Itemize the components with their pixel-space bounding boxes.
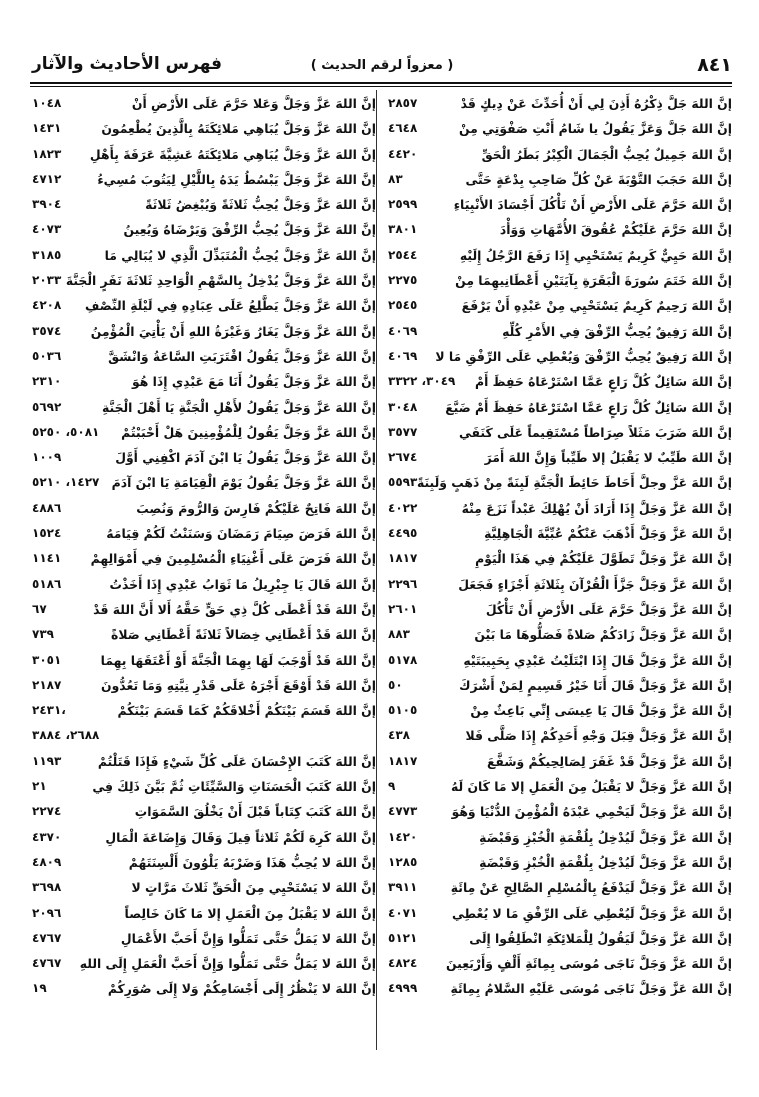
hadith-number: ١٨١٧ <box>388 551 418 566</box>
index-entry <box>32 420 376 445</box>
index-entry <box>32 673 376 698</box>
entry-text: إنَّ اللهَ لا يَمَلُّ حَتَّى تَمَلُّوا وَإِنَّ أَحَبَّ الأَعْمَالِ <box>120 930 376 946</box>
index-entry <box>32 344 376 369</box>
entry-text: إنَّ اللهَ قَدْ أَوْقَعَ أَجْرَهُ عَلَى قَدْرِ نِيَّتِهِ وَمَا تَعُدُّونَ <box>101 677 376 693</box>
hadith-number: ٥٥٩٣ <box>388 475 418 490</box>
entry-text: إنَّ اللهَ لا يَقْبَلُ مِنَ الْعَمَلِ إلا مَا كَانَ خَالِصاً <box>124 905 376 921</box>
entry-text: إنَّ اللهَ قَدْ أَوْجَبَ لَهَا بِهِمَا الْجَنَّةَ أَوْ أَعْتَقَهَا بِهِمَا <box>100 652 376 668</box>
index-entry <box>388 723 732 748</box>
index-entry <box>388 268 732 293</box>
hadith-number: ٢٢٧٤ <box>32 804 62 819</box>
hadith-number: ٥١٢١ <box>388 930 418 945</box>
entry-text: إنَّ اللهَ عَزَّ وَجَلَّ يُبَاهِي مَلائِكَتَهُ بِالَّذِينَ يُطْعِمُونَ <box>101 121 376 137</box>
hadith-number: ٢٦٧٤ <box>388 450 418 465</box>
hadith-number: ٩ <box>388 779 396 794</box>
index-entry <box>32 445 376 470</box>
entry-text: إنَّ اللهَ عَزَّ وَجَلَّ نَاجَى مُوسَى بِمِائَةِ أَلْفٍ وَأَرْبَعِينَ <box>446 956 732 972</box>
index-entry <box>32 926 376 951</box>
hadith-number: ٥٦٩٢ <box>32 399 62 414</box>
entry-text: إنَّ اللهَ عَزَّ وَجَلَّ يُحِبُّ ثَلاثَةً وَيُبْغِضُ ثَلاثَةً <box>145 197 376 213</box>
index-entry <box>388 496 732 521</box>
hadith-number: ١٤٢٠ <box>388 829 418 844</box>
hadith-number: ١١٤١ <box>32 551 62 566</box>
hadith-number: ٣١٨٥ <box>32 247 62 262</box>
index-entry <box>388 673 732 698</box>
hadith-number: ٤٧٦٧ <box>32 930 62 945</box>
index-entry <box>388 572 732 597</box>
entry-text: إنَّ اللهَ قَدْ أَعْطَى كُلَّ ذِي حَقٍّ حَقَّهُ أَلا أَنَّ اللهَ قَدْ <box>93 601 376 617</box>
hadith-number: ٢٢٩٦ <box>388 576 418 591</box>
column-divider <box>376 90 377 1050</box>
entry-text: إنَّ اللهَ لا يَمَلُّ حَتَّى تَمَلُّوا وَإِنَّ أَحَبَّ الْعَمَلِ إِلَى اللهِ <box>79 956 376 972</box>
entry-text: إنَّ اللهَ عَزَّ وَجَلَّ إِذَا أَرَادَ أَنْ يُهْلِكَ عَبْداً نَزَعَ مِنْهُ <box>461 500 732 516</box>
hadith-number: ٢٦٨٨، ٣٨٨٤ <box>32 728 100 743</box>
index-entry <box>32 268 376 293</box>
index-entry <box>32 850 376 875</box>
entry-text: إنَّ اللهَ لا يُحِبُّ هَذَا وَضَرْبَهُ يَلْوُونَ أَلْسِنَتَهُمْ <box>128 854 376 870</box>
entry-text: إنَّ اللهَ عَزَّ وَجَلَّ قَالَ أَنَا خَيْرُ قَسِيمٍ لِمَنْ أَشْرَكَ <box>459 677 732 693</box>
index-entry <box>388 91 732 116</box>
entry-text: إنَّ اللهَ عَزَّ وَجَلَّ لَيُعْطِي عَلَى الرِّفْقِ مَا لا يُعْطِي <box>451 905 732 921</box>
hadith-number: ٤٦٤٨ <box>388 121 418 136</box>
index-entry <box>32 698 376 723</box>
index-entry <box>388 369 732 394</box>
index-entry <box>32 470 376 495</box>
index-entry <box>32 116 376 141</box>
entry-text: إنَّ اللهَ عَزَّ وَجَلَّ يَبْسُطُ يَدَهُ بِاللَّيْلِ لِيَتُوبَ مُسِيءُ <box>97 171 376 187</box>
hadith-number: ٤٣٨ <box>388 728 410 743</box>
page-header <box>32 52 732 82</box>
hadith-number: ٧٣٩ <box>32 627 54 642</box>
index-entry <box>32 774 376 799</box>
entry-text: إنَّ اللهَ قَسَمَ بَيْنَكُمْ أَخْلاقَكُمْ كَمَا قَسَمَ بَيْنَكُمْ <box>117 703 376 719</box>
entry-text: إنَّ اللهَ رَحِيمٌ كَرِيمٌ يَسْتَحْيِي مِنْ عَبْدِهِ أَنْ يَرْفَعَ <box>461 298 732 314</box>
entry-text: إنَّ اللهَ جَمِيلٌ يُحِبُّ الْجَمَالَ الْكِبْرُ بَطَرُ الْحَقِّ <box>481 146 732 162</box>
index-entry <box>388 799 732 824</box>
hadith-number: ٣٨٠١ <box>388 222 418 237</box>
hadith-number: ١٨٢٣ <box>32 146 62 161</box>
index-entry <box>388 192 732 217</box>
index-entry <box>388 648 732 673</box>
index-entry <box>32 91 376 116</box>
index-entry <box>388 293 732 318</box>
hadith-number: ٥١٨٦ <box>32 576 62 591</box>
hadith-number: ٤٧٦٧ <box>32 956 62 971</box>
entry-text: إنَّ اللهَ طَيِّبٌ لا يَقْبَلُ إلا طَيِّباً وَإِنَّ اللهَ أَمَرَ <box>484 450 732 466</box>
hadith-number: ١٤٢٧، ٥٢١٠ <box>32 475 100 490</box>
index-entry <box>388 420 732 445</box>
hadith-number: ٥١٠٥ <box>388 703 418 718</box>
hadith-number: ٢١ <box>32 779 47 794</box>
entry-text: إنَّ اللهَ حَيِيٌّ كَرِيمٌ يَسْتَحْيِي إِذَا رَفَعَ الرَّجُلُ إِلَيْهِ <box>459 247 732 263</box>
index-entry <box>388 167 732 192</box>
index-entry <box>32 875 376 900</box>
index-entry <box>32 217 376 242</box>
hadith-number: ٦٧ <box>32 601 47 616</box>
entry-text: إنَّ اللهَ رَفِيقٌ يُحِبُّ الرِّفْقَ فِي الأَمْرِ كُلِّهِ <box>502 323 732 339</box>
hadith-number: ١٠٠٩ <box>32 450 62 465</box>
entry-text: إنَّ اللهَ عَزَّ وَجَلَّ يَقُولُ اقْتَرَبَتِ السَّاعَةُ وَانْشَقَّ <box>108 348 376 364</box>
entry-text: إنَّ اللهَ عَزَّ وَجَلَّ قِبَلَ وَجْهِ أَحَدِكُمْ إِذَا صَلَّى فَلا <box>465 728 732 744</box>
index-entry <box>388 698 732 723</box>
entry-text: إنَّ اللهَ عَزَّ وَجَلَّ يَقُولُ يَا ابْنَ آدَمَ اكْفِنِي أَوَّلَ <box>115 450 376 466</box>
index-entry <box>32 369 376 394</box>
entry-text: إنَّ اللهَ عَزَّ وَجَلَّ لَيُدْخِلُ بِلُقْمَةِ الْخُبْزِ وَقَبْضَةِ <box>479 854 732 870</box>
hadith-number: ٨٣ <box>388 171 403 186</box>
index-entry <box>388 875 732 900</box>
entry-text: إنَّ اللهَ كَتَبَ الإِحْسَانَ عَلَى كُلِّ شَيْءٍ فَإِذَا قَتَلْتُمْ <box>97 753 376 769</box>
index-entry <box>32 597 376 622</box>
entry-text: إنَّ اللهَ ضَرَبَ مَثَلاً صِرَاطاً مُسْتَقِيماً عَلَى كَنَفَي <box>458 424 732 440</box>
hadith-number: ٢٥٩٩ <box>388 197 418 212</box>
index-entry <box>32 825 376 850</box>
hadith-number: ٥٠٨١، ٥٢٥٠ <box>32 424 100 439</box>
entry-text: إنَّ اللهَ عَزَّ وَجَلَّ حَرَّمَ عَلَى الأَرْضِ أَنْ تَأْكُلَ <box>485 601 732 617</box>
hadith-number: ٤٠٦٩ <box>388 348 418 363</box>
index-entry <box>388 217 732 242</box>
index-entry <box>388 142 732 167</box>
hadith-number: ٢٥٤٥ <box>388 298 418 313</box>
index-entry <box>32 521 376 546</box>
hadith-number: ٣٩١١ <box>388 880 418 895</box>
entry-text: إنَّ اللهَ عَزَّ وَجَلَّ يُحِبُّ الْمُتَبَذِّلَ الَّذِي لا يُبَالِي مَا <box>104 247 376 263</box>
entry-text: إنَّ اللهَ عَزَّ وَجَلَّ زَادَكُمْ صَلاةً فَصَلُّوهَا مَا بَيْنَ <box>474 627 732 643</box>
entry-text: إنَّ اللهَ عَزَّ وَجَلَّ لَيُدْخِلُ بِلُقْمَةِ الْخُبْزِ وَقَبْضَةِ <box>479 829 732 845</box>
index-entry <box>32 142 376 167</box>
index-entry <box>388 395 732 420</box>
hadith-number: ٤٧١٢ <box>32 171 62 186</box>
page-number: ٨٤١ <box>697 54 732 76</box>
hadith-number: ٢٠٩٦ <box>32 905 62 920</box>
entry-text: إنَّ اللهَ عَزَّ وَجَلَّ تَطَوَّلَ عَلَيْكُمْ فِي هَذَا الْيَوْمِ <box>475 551 732 567</box>
header-rule <box>30 82 732 84</box>
index-entry <box>388 445 732 470</box>
entry-text: إنَّ اللهَ عَزَّ وَجَلَّ يُدْخِلُ بِالسَّهْمِ الْوَاحِدِ ثَلاثَةَ نَفَرٍ الْجَنَّةَ <box>65 273 376 289</box>
entry-text: إنَّ اللهَ عَزَّ وَجَلَّ يَقُولُ لأَهْلِ الْجَنَّةِ يَا أَهْلَ الْجَنَّةِ <box>102 399 376 415</box>
entry-text: إنَّ اللهَ جَلَّ وَعَزَّ يَقُولُ يا شَامُ أَنْتِ صَفْوَتِي مِنْ <box>459 121 732 137</box>
entry-text: إنَّ اللهَ كَرِهَ لَكُمْ ثَلاثاً قِيلَ وَقَالَ وَإِضَاعَةَ الْمَالِ <box>105 829 376 845</box>
entry-text: إنَّ اللهَ عَزَّ وَجَلَّ يَقُولُ أَنَا مَعَ عَبْدِي إِذَا هُوَ <box>131 374 376 390</box>
hadith-number: ٤٩٩٩ <box>388 981 418 996</box>
entry-text: إنَّ اللهَ فَرَضَ عَلَى أَغْنِيَاءِ الْمُسْلِمِينَ فِي أَمْوَالِهِمْ <box>90 551 376 567</box>
index-entry <box>32 723 376 748</box>
entry-text: إنَّ اللهَ عَزَّ وَجَلَّ نَاجَى مُوسَى عَلَيْهِ السَّلامُ بِمِائَةِ <box>450 981 732 997</box>
entry-text: إنَّ اللهَ عَزَّ وجلَّ أَحَاطَ حَائِطَ الْجَنَّةِ لَبِنَةً مِنْ ذَهَبٍ وَلَبِنَةً <box>416 475 732 491</box>
entry-text: إنَّ اللهَ عَزَّ وَجَلَّ جَزَّأَ الْقُرْآنَ بِثَلاثَةِ أَجْزَاءٍ فَجَعَلَ <box>458 576 732 592</box>
hadith-number: ٣٠٥١ <box>32 652 62 667</box>
index-entry <box>388 774 732 799</box>
index-entry <box>388 901 732 926</box>
index-entry <box>32 622 376 647</box>
entry-text: إنَّ اللهَ كَتَبَ كِتَاباً قَبْلَ أَنْ يَخْلُقَ السَّمَوَاتِ <box>134 804 376 820</box>
entry-text: إنَّ اللهَ عَزَّ وَجَلَّ يَطَّلِعُ عَلَى عِبَادِهِ فِي لَيْلَةِ النِّصْفِ <box>85 298 376 314</box>
right-column <box>388 91 732 1002</box>
index-entry <box>32 293 376 318</box>
entry-text: إنَّ اللهَ قَالَ يَا جِبْرِيلُ مَا ثَوَابُ عَبْدِي إِذَا أَخَذْتُ <box>109 576 376 592</box>
entry-text: إنَّ اللهَ عَزَّ وَجَلَّ قَدْ غَفَرَ لِصَالِحِيكُمْ وَشَفَّعَ <box>486 753 732 769</box>
index-entry <box>388 749 732 774</box>
entry-text: إنَّ اللهَ كَتَبَ الْحَسَنَاتِ وَالسَّيِّئَاتِ ثُمَّ بَيَّنَ ذَلِكَ فِي <box>92 779 376 795</box>
index-entry <box>32 976 376 1001</box>
entry-text: إنَّ اللهَ عَزَّ وَجَلَّ لا يَقْبَلُ مِنَ الْعَمَلِ إلا مَا كَانَ لَهُ <box>450 779 732 795</box>
hadith-number: ١٠٤٨ <box>32 96 62 110</box>
index-entry <box>32 496 376 521</box>
index-entry <box>388 597 732 622</box>
entry-text: إنَّ اللهَ خَتَمَ سُورَةَ الْبَقَرَةِ بِآيَتَيْنِ أَعْطَانِيهِمَا مِنْ <box>455 273 732 289</box>
hadith-number: ٢٨٥٧ <box>388 96 418 110</box>
entry-text: إنَّ اللهَ سَائِلٌ كُلَّ رَاعٍ عَمَّا اسْتَرْعَاهُ حَفِظَ أَمْ <box>475 374 732 390</box>
index-entry <box>32 319 376 344</box>
hadith-number: ٤٠٧٣ <box>32 222 62 237</box>
index-entry <box>32 951 376 976</box>
index-entry <box>388 951 732 976</box>
entry-text: إنَّ اللهَ حَجَبَ التَّوْبَةَ عَنْ كُلِّ صَاحِبِ بِدْعَةٍ حَتَّى <box>465 171 732 187</box>
header-rule-thin <box>30 86 732 87</box>
index-entry <box>388 521 732 546</box>
index-entry <box>32 572 376 597</box>
entry-text: إنَّ اللهَ عَزَّ وَجَلَّ لَيَقُولُ لِلْمَلائِكَةِ انْطَلِقُوا إِلَى <box>469 930 732 946</box>
hadith-number: ٤٧٧٣ <box>388 804 418 819</box>
center-note: ( معزواً لرقم الحديث ) <box>310 58 454 73</box>
hadith-number: ٣٦٩٨ <box>32 880 62 895</box>
index-entry <box>388 926 732 951</box>
hadith-number: ١٩ <box>32 981 47 996</box>
entry-text: إنَّ اللهَ سَائِلٌ كُلَّ رَاعٍ عَمَّا اسْتَرْعَاهُ حَفِظَ أَمْ ضَيَّعَ <box>445 399 732 415</box>
entry-text: إنَّ اللهَ لا يَنْظُرُ إِلَى أَجْسَامِكُمْ وَلا إِلَى صُوَرِكُمْ <box>107 981 376 997</box>
index-entry <box>388 622 732 647</box>
hadith-number: ٤٨٨٦ <box>32 500 62 515</box>
index-entry <box>32 901 376 926</box>
hadith-number: ٣٥٧٤ <box>32 323 62 338</box>
hadith-number: ٨٨٣ <box>388 627 410 642</box>
index-entry <box>388 850 732 875</box>
hadith-number: ١٥٢٤ <box>32 526 62 541</box>
hadith-number: ٤٤٩٥ <box>388 526 418 541</box>
index-entry <box>388 470 732 495</box>
index-entry <box>388 319 732 344</box>
entry-text: إنَّ اللهَ عَزَّ وَجَلَّ أَذْهَبَ عَنْكُمْ عُبِّيَّةَ الْجَاهِلِيَّةِ <box>484 526 732 542</box>
index-entry <box>388 116 732 141</box>
hadith-number: ٢٦٠١ <box>388 601 418 616</box>
entry-text: إنَّ اللهَ جَلَّ ذِكْرُهُ أَذِنَ لِي أَنْ أُحَدِّثَ عَنْ دِيكٍ قَدْ <box>460 96 732 111</box>
index-entry <box>388 243 732 268</box>
page-title: فهرس الأحاديث والآثار <box>32 54 223 74</box>
hadith-number: ٤٠٦٩ <box>388 323 418 338</box>
hadith-number: ٤٣٧٠ <box>32 829 62 844</box>
index-entry <box>32 243 376 268</box>
entry-text: إنَّ اللهَ لا يَسْتَحْيِي مِنَ الْحَقِّ ثَلاثَ مَرَّاتٍ لا <box>131 880 376 896</box>
hadith-number: ٥١٧٨ <box>388 652 418 667</box>
entry-text: إنَّ اللهَ فَرَضَ صِيَامَ رَمَضَانَ وَسَنَنْتُ لَكُمْ قِيَامَهُ <box>106 526 376 542</box>
hadith-number: ٣٩٠٤ <box>32 197 62 212</box>
index-entry <box>388 546 732 571</box>
hadith-number: ٢٤٣١، <box>32 703 66 718</box>
index-entry <box>32 395 376 420</box>
hadith-number: ٤٨٢٤ <box>388 956 418 971</box>
entry-text: إنَّ اللهَ عَزَّ وَجَلَّ يُحِبُّ الرِّفْقَ وَيَرْضَاهُ وَيُعِينُ <box>123 222 376 238</box>
left-column <box>32 91 376 1002</box>
hadith-number: ١٨١٧ <box>388 753 418 768</box>
entry-text: إنَّ اللهَ قَدْ أَعْطَانِي خِصَالاً ثَلاثَةً أَعْطَانِي صَلاةً <box>111 627 376 643</box>
hadith-number: ٢٥٤٤ <box>388 247 418 262</box>
hadith-number: ٤٤٢٠ <box>388 146 418 161</box>
hadith-number: ٣٠٤٩، ٣٣٢٢ <box>388 374 456 389</box>
index-entry <box>388 825 732 850</box>
entry-text: إنَّ اللهَ عَزَّ وَجَلَّ وَعَلا حَرَّمَ عَلَى الأَرْضِ أَنْ <box>131 96 376 111</box>
index-entry <box>32 799 376 824</box>
hadith-number: ١٢٨٥ <box>388 854 418 869</box>
entry-text: إنَّ اللهَ عَزَّ وَجَلَّ يَقُولُ لِلْمُؤْمِنِينَ هَلْ أَحْبَبْتُمْ <box>121 424 376 440</box>
index-entry <box>388 344 732 369</box>
hadith-number: ٢٢٧٥ <box>388 273 418 288</box>
hadith-number: ٢١٨٧ <box>32 677 62 692</box>
hadith-number: ٢٠٣٣ <box>32 273 62 288</box>
entry-text: إنَّ اللهَ فَاتِحٌ عَلَيْكُمْ فَارِسَ وَالرُّومَ وَنُصِبَ <box>136 500 376 516</box>
entry-text: إنَّ اللهَ عَزَّ وَجَلَّ يُبَاهِي مَلائِكَتَهُ عَشِيَّةَ عَرَفَةَ بِأَهْلِ <box>89 146 376 162</box>
hadith-number: ٥٠٣٦ <box>32 348 62 363</box>
index-entry <box>32 546 376 571</box>
hadith-number: ٤٠٢٢ <box>388 500 418 515</box>
entry-text: إنَّ اللهَ رَفِيقٌ يُحِبُّ الرِّفْقَ وَيُعْطِي عَلَى الرِّفْقِ مَا لا <box>435 348 732 364</box>
hadith-number: ٤٢٠٨ <box>32 298 62 313</box>
index-entry <box>388 976 732 1001</box>
entry-text: إنَّ اللهَ عَزَّ وَجَلَّ لَيَدْفَعُ بِالْمُسْلِمِ الصَّالِحِ عَنْ مِائَةِ <box>450 880 732 896</box>
entry-text: إنَّ اللهَ حَرَّمَ عَلَيْكُمْ عُقُوقَ الأُمَّهَاتِ وَوَأْدَ <box>499 222 732 238</box>
hadith-number: ٣٥٧٧ <box>388 424 418 439</box>
hadith-number: ١١٩٣ <box>32 753 62 768</box>
index-entry <box>32 192 376 217</box>
hadith-number: ٢٣١٠ <box>32 374 62 389</box>
entry-text: إنَّ اللهَ عَزَّ وَجَلَّ يَقُولُ يَوْمَ الْقِيَامَةِ يَا ابْنَ آدَمَ <box>111 475 376 491</box>
entry-text: إنَّ اللهَ عَزَّ وَجَلَّ قَالَ يَا عِيسَى إِنِّي بَاعِثٌ مِنْ <box>470 703 732 719</box>
entry-text: إنَّ اللهَ حَرَّمَ عَلَى الأَرْضِ أَنْ تَأْكُلَ أَجْسَادَ الأَنْبِيَاءِ <box>453 197 732 213</box>
hadith-number: ٥٠ <box>388 677 403 692</box>
hadith-number: ٤٨٠٩ <box>32 854 62 869</box>
index-entry <box>32 648 376 673</box>
entry-text: إنَّ اللهَ عَزَّ وَجَلَّ يَغَارُ وَغَيْرَةُ اللهِ أَنْ يَأْتِيَ الْمُؤْمِنُ <box>90 323 376 339</box>
hadith-number: ١٤٣١ <box>32 121 62 136</box>
index-entry <box>32 749 376 774</box>
hadith-number: ٤٠٧١ <box>388 905 418 920</box>
entry-text: إنَّ اللهَ عَزَّ وَجَلَّ لَيَحْمِي عَبْدَهُ الْمُؤْمِنَ الدُّنْيَا وَهُوَ <box>451 804 732 820</box>
hadith-number: ٣٠٤٨ <box>388 399 418 414</box>
entry-text: إنَّ اللهَ عَزَّ وَجَلَّ قَالَ إِذَا ابْتَلَيْتُ عَبْدِي بِحَبِيبَتَيْهِ <box>463 652 732 668</box>
index-entry <box>32 167 376 192</box>
